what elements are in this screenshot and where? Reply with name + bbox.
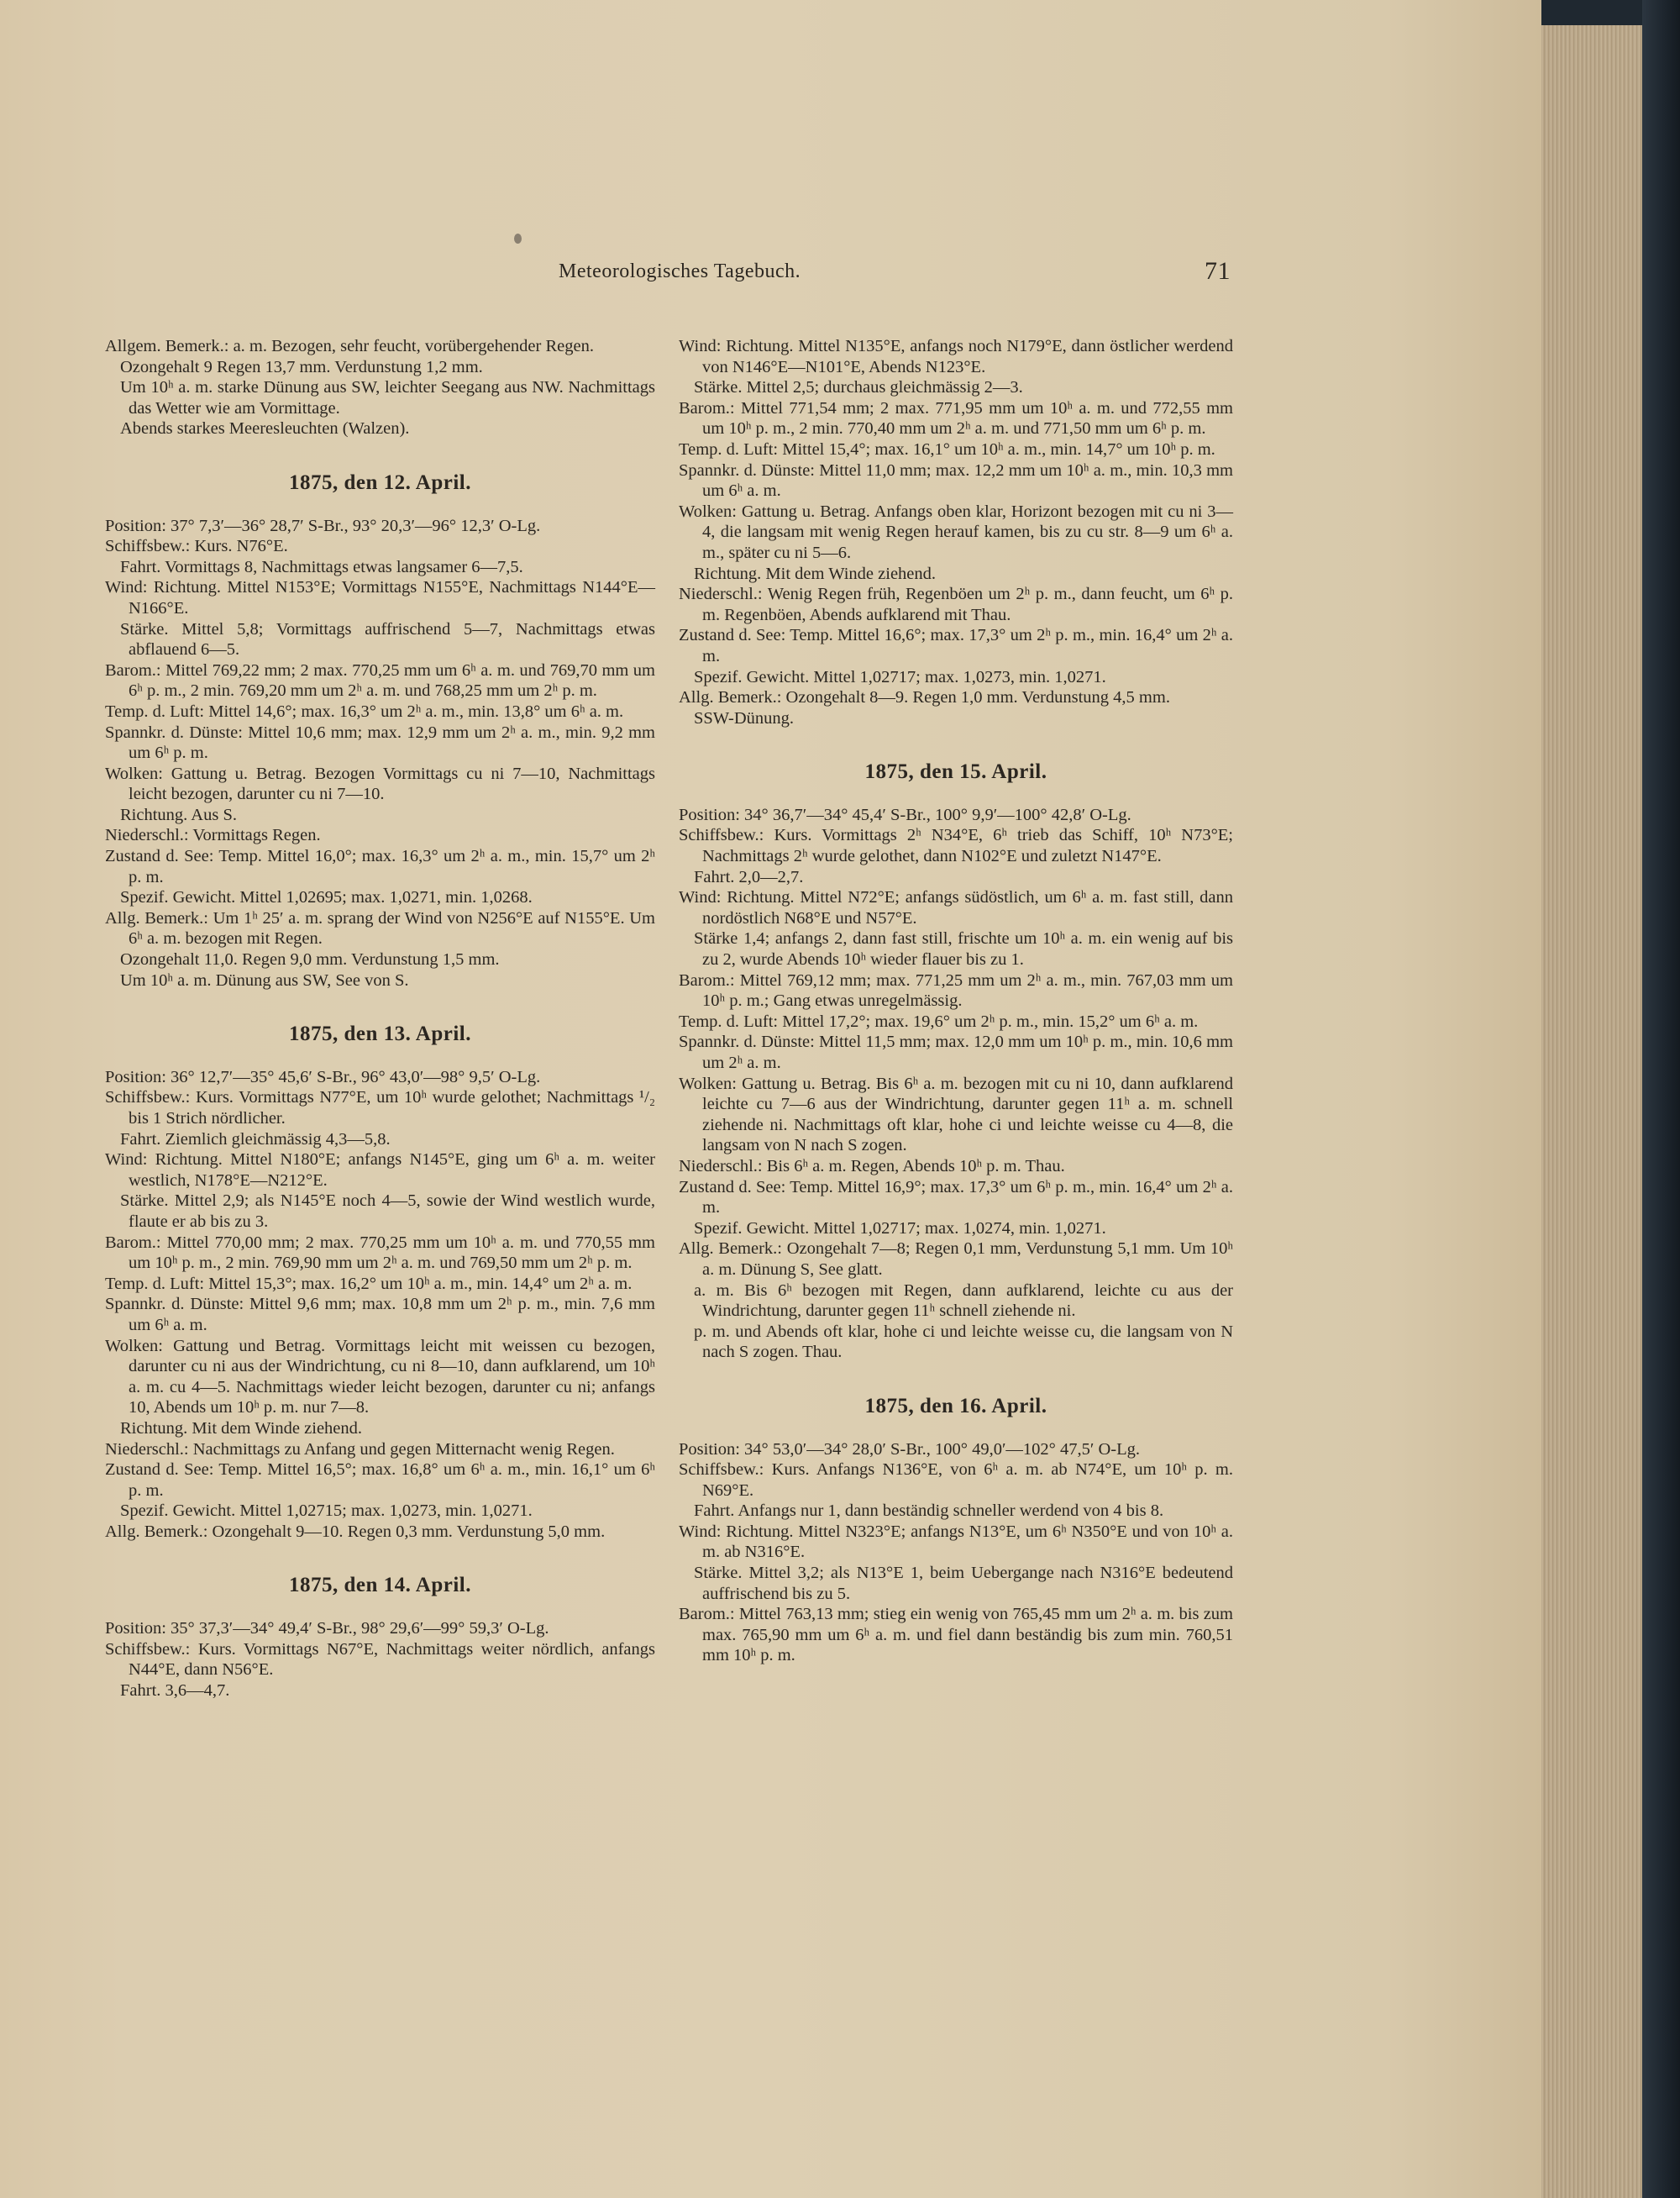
date-heading: 1875, den 12. April. (289, 471, 471, 494)
log-entry: Allg. Bemerk.: Ozongehalt 9—10. Regen 0,3 mm. Verdunstung 5,0 mm. (105, 1522, 606, 1541)
running-title: Meteorologisches Tagebuch. (559, 260, 801, 282)
right-column (679, 336, 1233, 1666)
log-entry: Position: 34° 36,7′—34° 45,4′ S-Br., 100° 9,9′—100° 42,8′ O-Lg. (679, 805, 1131, 824)
log-entry: Temp. d. Luft: Mittel 14,6°; max. 16,3° um 2ʰ a. m., min. 13,8° um 6ʰ a. m. (105, 702, 624, 721)
log-entry: Wolken: Gattung u. Betrag. Bis 6ʰ a. m. bezogen mit cu ni 10, dann aufklarend leichte cu 7—6 aus der Windrichtung, darunter gegen 11ʰ a. m. schnell ziehende ni. Nachmittags oft klar, hohe ci und leichte weisse cu 4—8, die langsam von N nach S zogen. (679, 1074, 1233, 1155)
log-entry: Fahrt. Anfangs nur 1, dann beständig schneller werdend von 4 bis 8. (694, 1501, 1164, 1521)
log-entry: Schiffsbew.: Kurs. Vormittags 2ʰ N34°E, 6ʰ trieb das Schiff, 10ʰ N73°E; Nachmittags 2ʰ wurde gelothet, dann N102°E und zuletzt N147°E. (679, 826, 1233, 866)
log-entry: Wolken: Gattung u. Betrag. Bezogen Vormittags cu ni 7—10, Nachmittags leicht bezogen, darunter cu ni 7—10. (105, 764, 655, 804)
log-entry: Niederschl.: Vormittags Regen. (105, 826, 321, 845)
log-entry: a. m. Bis 6ʰ bezogen mit Regen, dann aufklarend, leichte cu aus der Windrichtung, darunter gegen 11ʰ schnell ziehende ni. (694, 1280, 1233, 1321)
log-entry: Barom.: Mittel 769,12 mm; max. 771,25 mm um 2ʰ a. m., min. 767,03 mm um 10ʰ p. m.; Gang etwas unregelmässig. (679, 970, 1233, 1011)
log-entry: Barom.: Mittel 771,54 mm; 2 max. 771,95 mm um 10ʰ a. m. und 772,55 mm um 10ʰ p. m., 2 min. 770,40 mm um 2ʰ a. m. und 771,50 mm um 6ʰ p. m. (679, 398, 1233, 439)
log-entry: Fahrt. 2,0—2,7. (694, 867, 804, 886)
print-mark (514, 234, 522, 244)
log-entry: Temp. d. Luft: Mittel 15,4°; max. 16,1° um 10ʰ a. m., min. 14,7° um 10ʰ p. m. (679, 439, 1215, 459)
log-entry: Richtung. Aus S. (120, 805, 237, 824)
page-header (105, 257, 1231, 291)
log-entry: Spannkr. d. Dünste: Mittel 11,5 mm; max. 12,0 mm um 10ʰ p. m., min. 10,6 mm um 2ʰ a. m. (679, 1033, 1233, 1072)
date-heading: 1875, den 13. April. (289, 1023, 471, 1046)
log-entry: Schiffsbew.: Kurs. Vormittags N77°E, um 10ʰ wurde gelothet; Nachmittags ¹/₂ bis 1 Strich nördlicher. (105, 1088, 655, 1128)
log-entry: Allg. Bemerk.: Ozongehalt 8—9. Regen 1,0 mm. Verdunstung 4,5 mm. (679, 688, 1170, 707)
log-entry: p. m. und Abends oft klar, hohe ci und leichte weisse cu, die langsam von N nach S zogen. Thau. (694, 1322, 1233, 1362)
remark-line: Abends starkes Meeresleuchten (Walzen). (120, 419, 410, 439)
log-entry: Barom.: Mittel 770,00 mm; 2 max. 770,25 mm um 10ʰ a. m. und 770,55 mm um 10ʰ p. m., 2 min. 769,90 mm um 2ʰ a. m. und 769,50 mm um 2ʰ p. m. (105, 1233, 655, 1273)
log-entry: Spannkr. d. Dünste: Mittel 9,6 mm; max. 10,8 mm um 2ʰ p. m., min. 7,6 mm um 6ʰ a. m. (105, 1295, 655, 1334)
log-entry: Schiffsbew.: Kurs. Anfangs N136°E, von 6ʰ a. m. ab N74°E, um 10ʰ p. m. N69°E. (679, 1460, 1233, 1500)
remark-line: Um 10ʰ a. m. starke Dünung aus SW, leichter Seegang aus NW. Nachmittags das Wetter wie am Vormittage. (120, 378, 655, 418)
log-entry: Schiffsbew.: Kurs. N76°E. (105, 537, 288, 556)
log-entry: Position: 34° 53,0′—34° 28,0′ S-Br., 100° 49,0′—102° 47,5′ O-Lg. (679, 1439, 1141, 1459)
log-entry: Allg. Bemerk.: Ozongehalt 7—8; Regen 0,1 mm, Verdunstung 5,1 mm. Um 10ʰ a. m. Dünung S, See glatt. (679, 1239, 1233, 1279)
date-heading: 1875, den 15. April. (864, 760, 1047, 784)
log-entry: Wind: Richtung. Mittel N153°E; Vormittags N155°E, Nachmittags N144°E—N166°E. (105, 578, 655, 618)
log-entry: Fahrt. 3,6—4,7. (120, 1680, 230, 1700)
log-entry: Spezif. Gewicht. Mittel 1,02695; max. 1,0271, min. 1,0268. (120, 888, 533, 907)
log-entry: Richtung. Mit dem Winde ziehend. (694, 564, 937, 583)
log-entry: Um 10ʰ a. m. Dünung aus SW, See von S. (120, 970, 409, 990)
log-entry: Position: 37° 7,3′—36° 28,7′ S-Br., 93° 20,3′—96° 12,3′ O-Lg. (105, 516, 541, 535)
log-entry: Zustand d. See: Temp. Mittel 16,5°; max. 16,8° um 6ʰ a. m., min. 16,1° um 6ʰ p. m. (105, 1460, 655, 1500)
log-entry: Zustand d. See: Temp. Mittel 16,9°; max. 17,3° um 6ʰ p. m., min. 16,4° um 2ʰ a. m. (679, 1177, 1233, 1217)
log-entry: SSW-Dünung. (694, 708, 795, 728)
log-entry: Spannkr. d. Dünste: Mittel 10,6 mm; max. 12,9 mm um 2ʰ a. m., min. 9,2 mm um 6ʰ p. m. (105, 723, 655, 763)
book-cover (1642, 0, 1680, 2198)
log-entry: Niederschl.: Nachmittags zu Anfang und gegen Mitternacht wenig Regen. (105, 1439, 615, 1459)
log-entry: Wind: Richtung. Mittel N323°E; anfangs N13°E, um 6ʰ N350°E und von 10ʰ a. m. ab N316°E. (679, 1522, 1233, 1562)
log-entry: Niederschl.: Wenig Regen früh, Regenböen um 2ʰ p. m., dann feucht, um 6ʰ p. m. Regenböen, Abends aufklarend mit Thau. (679, 585, 1233, 624)
left-column (105, 336, 655, 1701)
log-entry: Position: 35° 37,3′—34° 49,4′ S-Br., 98° 29,6′—99° 59,3′ O-Lg. (105, 1619, 549, 1638)
date-heading: 1875, den 16. April. (864, 1394, 1047, 1417)
log-entry: Stärke. Mittel 3,2; als N13°E 1, beim Uebergange nach N316°E bedeutend auffrischend bis zu 5. (694, 1564, 1233, 1603)
log-entry: Spannkr. d. Dünste: Mittel 11,0 mm; max. 12,2 mm um 10ʰ a. m., min. 10,3 mm um 6ʰ a. m. (679, 460, 1233, 501)
log-entry: Temp. d. Luft: Mittel 15,3°; max. 16,2° um 10ʰ a. m., min. 14,4° um 2ʰ a. m. (105, 1274, 633, 1293)
log-entry: Stärke. Mittel 2,9; als N145°E noch 4—5, sowie der Wind westlich wurde, flaute er ab bis zu 3. (120, 1191, 655, 1231)
date-heading: 1875, den 14. April. (289, 1574, 471, 1597)
log-entry: Wolken: Gattung u. Betrag. Anfangs oben klar, Horizont bezogen mit cu ni 3—4, die langsam mit wenig Regen herauf kamen, bis zu cu str. 8—9 um 6ʰ a. m., später cu ni 5—6. (679, 502, 1233, 562)
log-entry: Spezif. Gewicht. Mittel 1,02715; max. 1,0273, min. 1,0271. (120, 1501, 533, 1521)
remark-line: Allgem. Bemerk.: a. m. Bezogen, sehr feucht, vorübergehender Regen. (105, 337, 594, 355)
log-entry: Spezif. Gewicht. Mittel 1,02717; max. 1,0273, min. 1,0271. (694, 667, 1106, 686)
log-entry: Schiffsbew.: Kurs. Vormittags N67°E, Nachmittags weiter nördlich, anfangs N44°E, dann N56°E. (105, 1639, 655, 1680)
page-number: 71 (1205, 257, 1231, 285)
log-entry: Wolken: Gattung und Betrag. Vormittags leicht mit weissen cu bezogen, darunter cu ni aus der Windrichtung, cu ni 8—10, dann aufklarend, um 10ʰ a. m. cu 4—5. Nachmittags wieder leicht bezogen, darunter cu ni; anfangs 10, Abends um 10ʰ p. m. nur 7—8. (105, 1336, 655, 1417)
log-entry: Wind: Richtung. Mittel N180°E; anfangs N145°E, ging um 6ʰ a. m. weiter westlich, N178°E—N212°E. (105, 1150, 655, 1190)
log-entry: Position: 36° 12,7′—35° 45,6′ S-Br., 96° 43,0′—98° 9,5′ O-Lg. (105, 1067, 541, 1086)
log-entry: Stärke. Mittel 2,5; durchaus gleichmässig 2—3. (694, 378, 1023, 397)
log-entry: Allg. Bemerk.: Um 1ʰ 25′ a. m. sprang der Wind von N256°E auf N155°E. Um 6ʰ a. m. bezogen mit Regen. (105, 908, 655, 949)
log-entry: Wind: Richtung. Mittel N135°E, anfangs noch N179°E, dann östlicher werdend von N146°E—N101°E, Abends N123°E. (679, 337, 1233, 376)
log-entry: Zustand d. See: Temp. Mittel 16,6°; max. 17,3° um 2ʰ p. m., min. 16,4° um 2ʰ a. m. (679, 626, 1233, 665)
log-entry: Stärke. Mittel 5,8; Vormittags auffrischend 5—7, Nachmittags etwas abflauend 6—5. (120, 619, 655, 660)
log-entry: Spezif. Gewicht. Mittel 1,02717; max. 1,0274, min. 1,0271. (694, 1218, 1106, 1238)
remark-line: Ozongehalt 9 Regen 13,7 mm. Verdunstung 1,2 mm. (120, 357, 483, 376)
log-entry: Richtung. Mit dem Winde ziehend. (120, 1418, 363, 1438)
log-entry: Niederschl.: Bis 6ʰ a. m. Regen, Abends 10ʰ p. m. Thau. (679, 1156, 1065, 1175)
log-entry: Temp. d. Luft: Mittel 17,2°; max. 19,6° um 2ʰ p. m., min. 15,2° um 6ʰ a. m. (679, 1012, 1199, 1031)
log-entry: Fahrt. Ziemlich gleichmässig 4,3—5,8. (120, 1129, 391, 1149)
log-entry: Fahrt. Vormittags 8, Nachmittags etwas langsamer 6—7,5. (120, 557, 523, 576)
log-entry: Ozongehalt 11,0. Regen 9,0 mm. Verdunstung 1,5 mm. (120, 950, 500, 970)
log-entry: Stärke 1,4; anfangs 2, dann fast still, frischte um 10ʰ a. m. ein wenig auf bis zu 2, wurde Abends 10ʰ wieder flauer bis zu 1. (694, 929, 1233, 970)
log-entry: Barom.: Mittel 763,13 mm; stieg ein wenig von 765,45 mm um 2ʰ a. m. bis zum max. 765,90 mm um 6ʰ a. m. und fiel dann beständig bis zum min. 760,51 mm 10ʰ p. m. (679, 1605, 1233, 1665)
log-entry: Wind: Richtung. Mittel N72°E; anfangs südöstlich, um 6ʰ a. m. fast still, dann nordöstlich N68°E und N57°E. (679, 888, 1233, 928)
log-entry: Zustand d. See: Temp. Mittel 16,0°; max. 16,3° um 2ʰ a. m., min. 15,7° um 2ʰ p. m. (105, 847, 655, 886)
page-edges (1541, 25, 1642, 2198)
log-entry: Barom.: Mittel 769,22 mm; 2 max. 770,25 mm um 6ʰ a. m. und 769,70 mm um 6ʰ p. m., 2 min. 769,20 mm um 2ʰ a. m. und 768,25 mm um 2ʰ p. m. (105, 660, 655, 701)
